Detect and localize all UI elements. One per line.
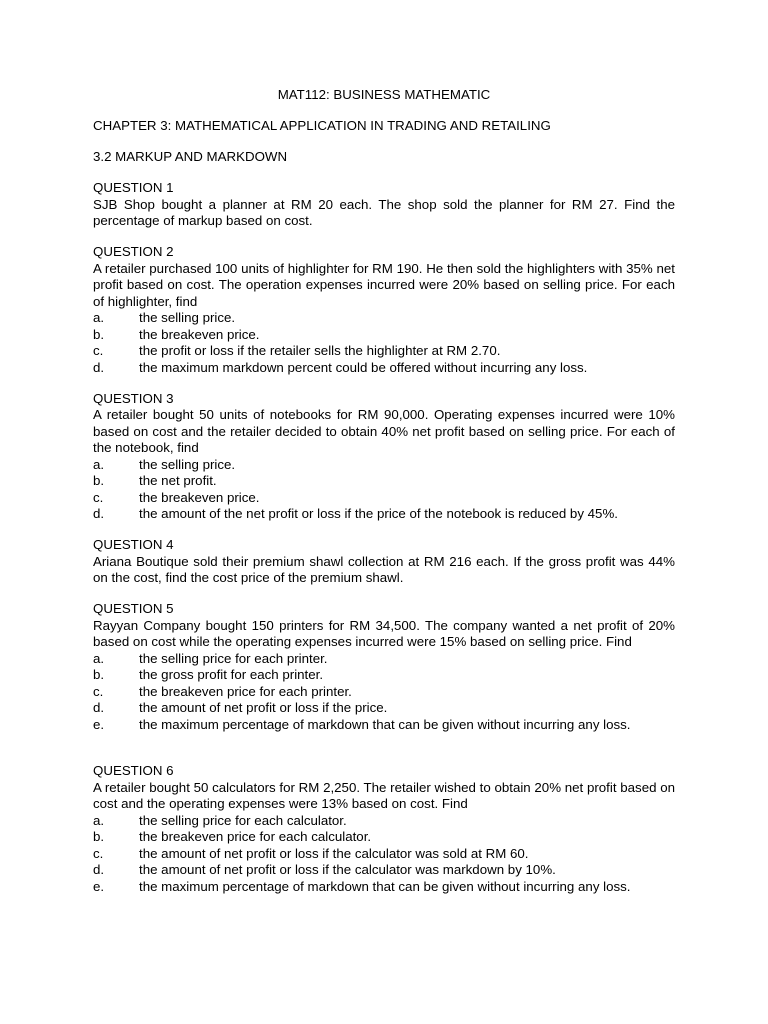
list-item <box>93 862 675 879</box>
item-label: c. <box>93 343 104 358</box>
list-item <box>93 879 675 896</box>
item-text: the profit or loss if the retailer sells the highlighter at RM 2.70. <box>139 343 501 358</box>
question-text: SJB Shop bought a planner at RM 20 each. The shop sold the planner for RM 27. Find the percentage of markup based on cost. <box>93 196 675 228</box>
item-label: e. <box>93 878 105 894</box>
list-item <box>93 310 675 327</box>
document-page <box>93 87 675 895</box>
list-item <box>93 457 675 474</box>
question-title: QUESTION 1 <box>93 180 174 195</box>
item-label: d. <box>93 506 105 521</box>
question-title: QUESTION 5 <box>93 601 174 616</box>
item-text: the breakeven price. <box>139 326 260 342</box>
item-text: the maximum markdown percent could be offered without incurring any loss. <box>139 359 588 375</box>
question-6 <box>93 763 675 895</box>
item-label: b. <box>93 829 105 844</box>
list-item <box>93 360 675 377</box>
item-label: c. <box>93 845 104 861</box>
question-text: A retailer bought 50 calculators for RM 2,250. The retailer wished to obtain 20% net profit based on cost and the operating expenses were 13% based on cost. Find <box>93 779 675 811</box>
list-item <box>93 506 675 523</box>
list-item <box>93 651 675 668</box>
list-item <box>93 700 675 717</box>
item-text: the selling price for each calculator. <box>139 812 347 828</box>
list-item <box>93 490 675 507</box>
item-label: d. <box>93 862 105 877</box>
item-label: b. <box>93 667 105 682</box>
item-label: b. <box>93 473 105 488</box>
question-4 <box>93 537 675 587</box>
item-label: d. <box>93 359 105 375</box>
item-text: the gross profit for each printer. <box>139 667 324 682</box>
question-title: QUESTION 2 <box>93 244 174 259</box>
question-title: QUESTION 3 <box>93 390 174 406</box>
item-label: a. <box>93 812 105 828</box>
item-text: the amount of the net profit or loss if the price of the notebook is reduced by 45%. <box>139 506 618 521</box>
item-label: a. <box>93 650 105 666</box>
question-3 <box>93 391 675 523</box>
item-text: the net profit. <box>139 473 217 488</box>
question-title: QUESTION 6 <box>93 763 174 778</box>
chapter-title: CHAPTER 3: MATHEMATICAL APPLICATION IN TRADING AND RETAILING <box>93 118 551 133</box>
item-text: the selling price. <box>139 310 236 325</box>
item-label: d. <box>93 700 105 715</box>
list-item <box>93 327 675 344</box>
item-text: the amount of net profit or loss if the calculator was sold at RM 60. <box>139 845 529 861</box>
course-title: MAT112: BUSINESS MATHEMATIC <box>277 87 491 102</box>
list-item <box>93 667 675 684</box>
section-title: 3.2 MARKUP AND MARKDOWN <box>93 149 288 164</box>
question-text: Rayyan Company bought 150 printers for RM 34,500. The company wanted a net profit of 20% based on cost while the operating expenses incurred were 15% based on selling price. Find <box>93 617 675 649</box>
item-text: the selling price. <box>139 456 236 472</box>
question-text: A retailer bought 50 units of notebooks for RM 90,000. Operating expenses incurred were 10% based on cost and the retailer decided to obtain 40% net profit based on selling price. For each of the notebook, find <box>93 407 675 455</box>
item-text: the amount of net profit or loss if the price. <box>139 700 388 715</box>
list-item <box>93 473 675 490</box>
list-item <box>93 343 675 360</box>
item-label: a. <box>93 456 105 472</box>
item-label: c. <box>93 683 104 699</box>
question-text: Ariana Boutique sold their premium shawl collection at RM 216 each. If the gross profit was 44% on the cost, find the cost price of the premium shawl. <box>93 553 675 585</box>
item-label: e. <box>93 716 105 732</box>
item-text: the maximum percentage of markdown that can be given without incurring any loss. <box>139 716 631 732</box>
list-item <box>93 717 675 734</box>
item-label: b. <box>93 326 105 342</box>
list-item <box>93 684 675 701</box>
question-5 <box>93 601 675 733</box>
item-label: a. <box>93 310 105 325</box>
item-text: the breakeven price. <box>139 489 260 505</box>
question-1 <box>93 180 675 230</box>
item-text: the maximum percentage of markdown that can be given without incurring any loss. <box>139 878 631 894</box>
item-text: the breakeven price for each calculator. <box>139 829 372 844</box>
list-item <box>93 846 675 863</box>
item-text: the selling price for each printer. <box>139 650 328 666</box>
question-title: QUESTION 4 <box>93 537 174 552</box>
question-2 <box>93 244 675 376</box>
item-text: the amount of net profit or loss if the calculator was markdown by 10%. <box>139 862 556 877</box>
item-label: c. <box>93 489 104 505</box>
item-text: the breakeven price for each printer. <box>139 683 352 699</box>
question-text: A retailer purchased 100 units of highlighter for RM 190. He then sold the highlighters with 35% net profit based on cost. The operation expenses incurred were 20% based on selling price. For each of highlighter, find <box>93 260 675 309</box>
list-item <box>93 813 675 830</box>
list-item <box>93 829 675 846</box>
